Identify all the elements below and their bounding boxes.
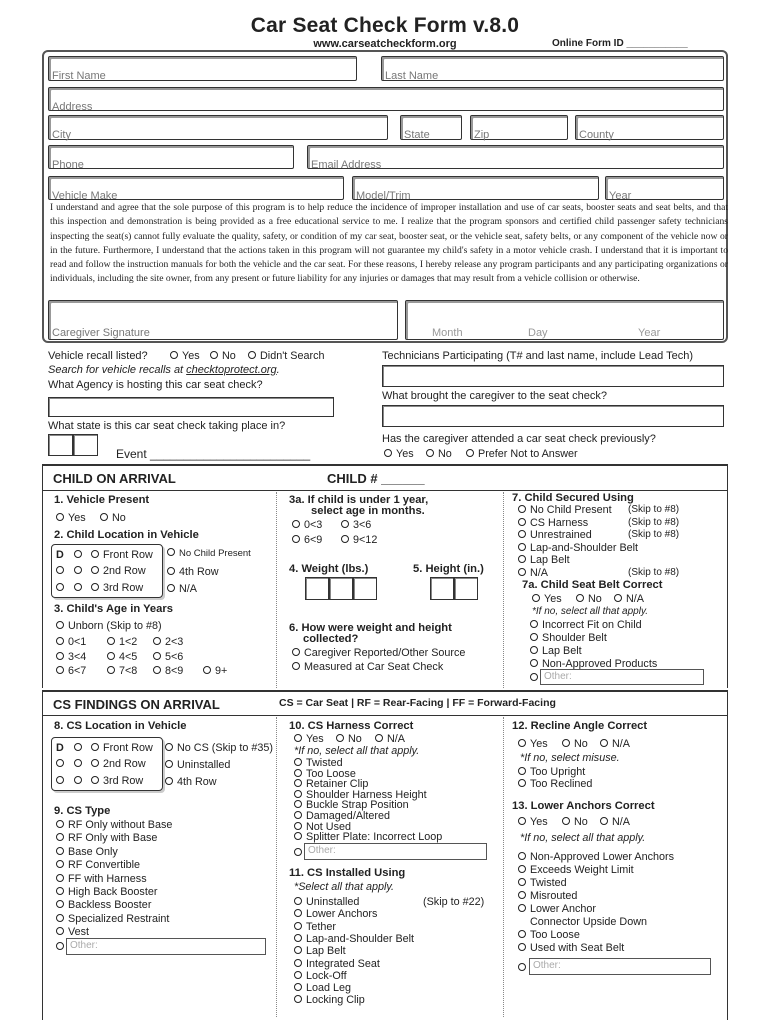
- recline-na-radio[interactable]: N/A: [600, 738, 630, 750]
- county-field[interactable]: County: [575, 115, 724, 140]
- harness-misuse-radio[interactable]: Splitter Plate: Incorrect Loop: [294, 831, 442, 843]
- installed-note: *Select all that apply.: [294, 881, 395, 893]
- recline-yes-radio[interactable]: Yes: [518, 738, 548, 750]
- installed-using-radio[interactable]: Locking Clip: [294, 994, 365, 1006]
- cs-loc-2nd-3[interactable]: 2nd Row: [91, 758, 146, 770]
- measurement-heading: 6. How were weight and height: [289, 622, 452, 634]
- cs-loc-3rd-3[interactable]: 3rd Row: [91, 775, 143, 787]
- child-secured-radio[interactable]: Lap-and-Shoulder Belt: [518, 542, 638, 554]
- event-line: Event ________________________: [116, 447, 311, 461]
- cs-type-radio[interactable]: Vest: [56, 926, 89, 938]
- divider: [503, 492, 504, 688]
- divider: [276, 717, 277, 1017]
- attended-question: Has the caregiver attended a car seat check previously?: [382, 433, 656, 445]
- loc-front-2[interactable]: Front Row: [91, 549, 153, 561]
- city-field[interactable]: City: [48, 115, 388, 140]
- cs-4th-row-radio[interactable]: 4th Row: [165, 776, 217, 788]
- cs-driver-label: D: [56, 742, 64, 754]
- installed-using-radio[interactable]: Integrated Seat: [294, 958, 380, 970]
- seat-belt-correct-heading: 7a. Child Seat Belt Correct: [522, 579, 663, 591]
- anchor-misuse-radio[interactable]: Twisted: [518, 877, 567, 889]
- vehicle-present-heading: 1. Vehicle Present: [54, 494, 150, 506]
- belt-note: *If no, select all that apply.: [532, 606, 648, 617]
- online-form-id: Online Form ID ___________: [552, 38, 688, 49]
- cs-type-radio[interactable]: FF with Harness: [56, 873, 147, 885]
- cs-loc-2nd-1[interactable]: [56, 758, 68, 770]
- zip-field[interactable]: Zip: [470, 115, 568, 140]
- cs-loc-front-1[interactable]: [74, 742, 86, 754]
- harness-misuse-radio[interactable]: Not Used: [294, 821, 351, 833]
- too-upright-radio[interactable]: Too Upright: [518, 766, 585, 778]
- anchor-misuse-radio[interactable]: Exceeds Weight Limit: [518, 864, 634, 876]
- cs-loc-3rd-1[interactable]: [56, 775, 68, 787]
- loc-3rd-3[interactable]: 3rd Row: [91, 582, 143, 594]
- no-child-present-radio[interactable]: No Child Present: [167, 548, 251, 560]
- cs-bar-underline: [42, 715, 728, 716]
- anchor-misuse-continued: Connector Upside Down: [530, 916, 648, 928]
- model-trim-field[interactable]: Model/Trim: [352, 176, 599, 200]
- weight-digit-2[interactable]: [329, 577, 353, 600]
- age-radio[interactable]: 3<4: [56, 651, 86, 663]
- height-digit-2[interactable]: [454, 577, 478, 600]
- age-radio[interactable]: 5<6: [153, 651, 183, 663]
- child-secured-radio[interactable]: Lap Belt: [518, 554, 570, 566]
- vehicle-present-yes[interactable]: Yes: [56, 512, 86, 524]
- recall-search-note: Search for vehicle recalls at checktoprotect.org.: [48, 364, 280, 376]
- recall-no-radio[interactable]: No: [210, 350, 236, 362]
- harness-misuse-radio[interactable]: Buckle Strap Position: [294, 799, 409, 811]
- signature-date-field[interactable]: Month Day Year: [405, 300, 724, 340]
- age-radio[interactable]: 7<8: [107, 665, 137, 677]
- child-secured-radio[interactable]: N/A: [518, 567, 548, 579]
- age-radio[interactable]: 8<9: [153, 665, 183, 677]
- website: www.carseatcheckform.org: [313, 38, 457, 50]
- harness-correct-heading: 10. CS Harness Correct: [289, 720, 414, 732]
- brought-question: What brought the caregiver to the seat check?: [382, 390, 608, 402]
- installed-using-radio[interactable]: Lock-Off: [294, 970, 347, 982]
- recline-no-radio[interactable]: No: [562, 738, 588, 750]
- state-question: What state is this car seat check taking place in?: [48, 420, 286, 432]
- skip-note: (Skip to #8): [628, 516, 680, 528]
- loc-4th-row-radio[interactable]: 4th Row: [167, 566, 219, 578]
- age-unborn-radio[interactable]: Unborn (Skip to #8): [56, 620, 162, 632]
- harness-misuse-radio[interactable]: Too Loose: [294, 768, 356, 780]
- cs-type-radio[interactable]: Specialized Restraint: [56, 913, 169, 925]
- harness-misuse-radio[interactable]: Retainer Clip: [294, 778, 368, 790]
- skip-note: (Skip to #8): [628, 504, 680, 515]
- technicians-input[interactable]: [382, 365, 724, 387]
- age-radio[interactable]: 9+: [203, 665, 227, 677]
- belt-misuse-radio[interactable]: Shoulder Belt: [530, 632, 607, 644]
- child-secured-radio[interactable]: Unrestrained: [518, 529, 592, 541]
- child-age-heading: 3. Child's Age in Years: [54, 603, 173, 615]
- months-radio[interactable]: 0<3: [292, 519, 322, 531]
- caregiver-signature-field[interactable]: Caregiver Signature: [48, 300, 398, 340]
- installed-using-radio[interactable]: Tether: [294, 921, 336, 933]
- recall-yes-radio[interactable]: Yes: [170, 350, 200, 362]
- uninstalled-skip: (Skip to #22): [423, 896, 485, 908]
- cs-type-other-input[interactable]: Other:: [66, 938, 266, 955]
- belt-na-radio[interactable]: N/A: [614, 593, 644, 605]
- driver-label: D: [56, 549, 64, 561]
- harness-misuse-radio[interactable]: Twisted: [294, 757, 343, 769]
- harness-other-input[interactable]: Other:: [304, 843, 487, 860]
- anchors-note: *If no, select all that apply.: [520, 832, 646, 844]
- height-heading: 5. Height (in.): [413, 563, 484, 575]
- under-one-heading-2: select age in months.: [311, 505, 425, 517]
- loc-2nd-3[interactable]: 2nd Row: [91, 565, 146, 577]
- child-secured-heading: 7. Child Secured Using: [512, 492, 634, 504]
- months-radio[interactable]: 9<12: [341, 534, 377, 546]
- technicians-question: Technicians Participating (T# and last name, include Lead Tech): [382, 350, 694, 362]
- child-secured-radio[interactable]: CS Harness: [518, 517, 588, 529]
- state-box-2[interactable]: [73, 434, 98, 456]
- belt-no-radio[interactable]: No: [576, 593, 602, 605]
- divider: [503, 717, 504, 1017]
- cs-type-heading: 9. CS Type: [54, 805, 111, 817]
- anchor-misuse-radio[interactable]: Lower Anchor: [518, 903, 596, 915]
- age-radio[interactable]: 0<1: [56, 636, 86, 648]
- installed-using-radio[interactable]: Lap Belt: [294, 945, 346, 957]
- skip-note: (Skip to #8): [628, 529, 680, 540]
- lower-anchors-heading: 13. Lower Anchors Correct: [512, 800, 655, 812]
- cs-type-radio[interactable]: High Back Booster: [56, 886, 157, 898]
- installed-using-radio[interactable]: Lap-and-Shoulder Belt: [294, 933, 414, 945]
- recall-link[interactable]: checktoprotect.org: [186, 364, 277, 376]
- skip-note: (Skip to #8): [628, 566, 680, 578]
- age-radio[interactable]: 2<3: [153, 636, 183, 648]
- recline-note: *If no, select misuse.: [520, 752, 620, 764]
- anchors-yes-radio[interactable]: Yes: [518, 816, 548, 828]
- anchor-misuse-radio[interactable]: Non-Approved Lower Anchors: [518, 851, 674, 863]
- cs-loc-front-2[interactable]: Front Row: [91, 742, 153, 754]
- loc-front-1[interactable]: [74, 549, 86, 561]
- measured-radio[interactable]: Measured at Car Seat Check: [292, 661, 443, 673]
- age-radio[interactable]: 4<5: [107, 651, 137, 663]
- weight-digit-1[interactable]: [305, 577, 329, 600]
- installed-using-radio[interactable]: Lower Anchors: [294, 908, 377, 920]
- installed-using-radio[interactable]: Uninstalled: [294, 896, 359, 908]
- height-digit-1[interactable]: [430, 577, 454, 600]
- brought-input[interactable]: [382, 405, 724, 427]
- caregiver-reported-radio[interactable]: Caregiver Reported/Other Source: [292, 647, 465, 659]
- child-location-heading: 2. Child Location in Vehicle: [54, 529, 199, 541]
- abbreviation-legend: CS = Car Seat | RF = Rear-Facing | FF = Forward-Facing: [279, 697, 556, 709]
- email-field[interactable]: Email Address: [307, 145, 724, 169]
- cs-loc-3rd-2[interactable]: [74, 775, 86, 787]
- months-radio[interactable]: 3<6: [341, 519, 371, 531]
- recall-didnt-search-radio[interactable]: Didn't Search: [248, 350, 324, 362]
- attended-no-radio[interactable]: No: [426, 448, 452, 460]
- agency-question: What Agency is hosting this car seat check?: [48, 379, 263, 391]
- cs-type-radio[interactable]: RF Only without Base: [56, 819, 172, 831]
- harness-misuse-radio[interactable]: Shoulder Harness Height: [294, 789, 427, 801]
- child-secured-radio[interactable]: No Child Present: [518, 504, 612, 516]
- under-one-heading: 3a. If child is under 1 year,: [289, 494, 429, 506]
- liability-waiver: I understand and agree that the sole purpose of this program is to help reduce the incidence of improper installation and use of car seats, booster seats and seat belts, and that this inspection and demonstration is being provided as a free educational service to me. I realize that the program sponsors and certified child passenger safety technicians inspecting the seat(s) cannot fully evaluate the quality, safety, or condition of my car seat, booster seat, or the vehicle seat, safety belts, or any component of the vehicle now or in the future. Furthermore, I understand that the actions taken in this program will not guarantee my child's safety in a motor vehicle crash. I understand that it is important to read and follow the instruction manuals for both the vehicle and the car seat. For these reasons, I hereby release any program participants and any participating organizations or individuals, including the site owner, from any present or future liability for any injuries or damages that may result from a vehicle collision or otherwise.: [50, 202, 728, 285]
- phone-field[interactable]: Phone: [48, 145, 294, 169]
- belt-misuse-radio[interactable]: Non-Approved Products: [530, 658, 657, 670]
- weight-heading: 4. Weight (lbs.): [289, 563, 369, 575]
- too-reclined-radio[interactable]: Too Reclined: [518, 778, 592, 790]
- address-field[interactable]: Address: [48, 87, 724, 111]
- divider: [276, 492, 277, 688]
- anchors-na-radio[interactable]: N/A: [600, 816, 630, 828]
- year-field[interactable]: Year: [605, 176, 724, 200]
- measurement-heading-2: collected?: [303, 633, 359, 645]
- belt-misuse-radio[interactable]: Lap Belt: [530, 645, 582, 657]
- harness-misuse-radio[interactable]: Damaged/Altered: [294, 810, 390, 822]
- child-number: CHILD # ______: [327, 471, 425, 486]
- state-field[interactable]: State: [400, 115, 462, 140]
- loc-2nd-1[interactable]: [56, 565, 68, 577]
- age-radio[interactable]: 1<2: [107, 636, 137, 648]
- harness-yes-radio[interactable]: Yes: [294, 733, 324, 745]
- anchor-misuse-radio[interactable]: Too Loose: [518, 929, 580, 941]
- first-name-field[interactable]: First Name: [48, 56, 357, 81]
- cs-type-radio[interactable]: Backless Booster: [56, 899, 151, 911]
- installed-using-radio[interactable]: Load Leg: [294, 982, 351, 994]
- no-cs-radio[interactable]: No CS (Skip to #35): [165, 742, 273, 754]
- recall-question: Vehicle recall listed?: [48, 350, 148, 362]
- last-name-field[interactable]: Last Name: [381, 56, 724, 81]
- belt-misuse-radio[interactable]: Incorrect Fit on Child: [530, 619, 642, 631]
- cs-type-radio[interactable]: RF Only with Base: [56, 832, 157, 844]
- cs-findings-title: CS FINDINGS ON ARRIVAL: [53, 697, 220, 712]
- belt-other-input[interactable]: Other:: [540, 669, 704, 685]
- child-bar-underline: [42, 490, 728, 491]
- loc-2nd-2[interactable]: [74, 565, 86, 577]
- cs-location-heading: 8. CS Location in Vehicle: [54, 720, 187, 732]
- agency-input[interactable]: [48, 397, 334, 417]
- cs-loc-2nd-2[interactable]: [74, 758, 86, 770]
- belt-yes-radio[interactable]: Yes: [532, 593, 562, 605]
- anchor-misuse-radio[interactable]: Misrouted: [518, 890, 577, 902]
- attended-yes-radio[interactable]: Yes: [384, 448, 414, 460]
- vehicle-make-field[interactable]: Vehicle Make: [48, 176, 344, 200]
- cs-installed-heading: 11. CS Installed Using: [289, 867, 406, 879]
- loc-na-radio[interactable]: N/A: [167, 583, 197, 595]
- form-title: Car Seat Check Form v.8.0: [250, 14, 520, 37]
- weight-digit-3[interactable]: [353, 577, 377, 600]
- anchor-misuse-radio[interactable]: Used with Seat Belt: [518, 942, 624, 954]
- harness-no-radio[interactable]: No: [336, 733, 362, 745]
- harness-na-radio[interactable]: N/A: [375, 733, 405, 745]
- anchors-other-input[interactable]: Other:: [529, 958, 711, 975]
- state-box-1[interactable]: [48, 434, 73, 456]
- cs-type-radio[interactable]: Base Only: [56, 846, 118, 858]
- months-radio[interactable]: 6<9: [292, 534, 322, 546]
- vehicle-present-no[interactable]: No: [100, 512, 126, 524]
- attended-prefer-not-radio[interactable]: Prefer Not to Answer: [466, 448, 578, 460]
- child-on-arrival-title: CHILD ON ARRIVAL: [53, 471, 176, 486]
- loc-3rd-2[interactable]: [74, 582, 86, 594]
- age-radio[interactable]: 6<7: [56, 665, 86, 677]
- anchors-no-radio[interactable]: No: [562, 816, 588, 828]
- loc-3rd-1[interactable]: [56, 582, 68, 594]
- harness-note: *If no, select all that apply.: [294, 745, 420, 757]
- cs-type-radio[interactable]: RF Convertible: [56, 859, 140, 871]
- recline-heading: 12. Recline Angle Correct: [512, 720, 648, 732]
- cs-uninstalled-radio[interactable]: Uninstalled: [165, 759, 230, 771]
